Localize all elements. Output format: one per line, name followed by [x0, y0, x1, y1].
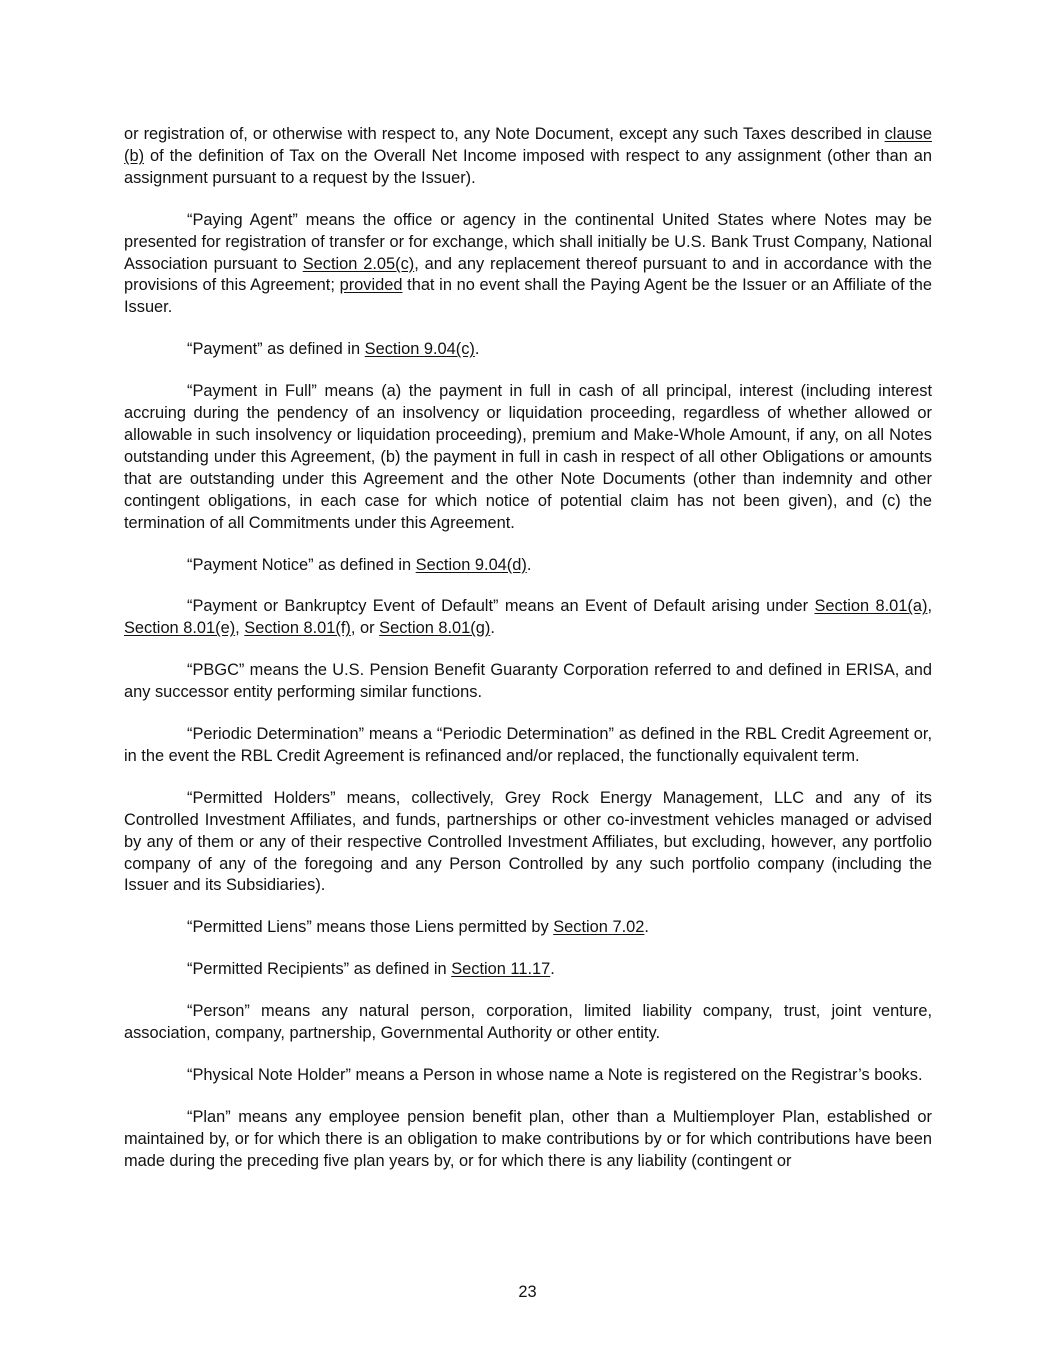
cross-reference: Section 8.01(e) [124, 619, 236, 638]
paragraph-text: . [474, 340, 480, 359]
paragraph-text: “Person” means any natural person, corporation, limited liability company, trust, joint venture, association, company, partnership, Governmental Authority or other entity. [124, 1002, 932, 1043]
definition-paragraph-pbgc [124, 660, 932, 704]
definition-paragraph-continuation [124, 124, 932, 190]
definition-paragraph-payment-notice [124, 555, 932, 577]
paragraph-text: “Periodic Determination” means a “Periodic Determination” as defined in the RBL Credit Agreement or, in the event the RBL Credit Agreement is refinanced and/or replaced, the functionally equivalent term. [124, 725, 932, 765]
definition-paragraph-physical-note-holder [124, 1065, 932, 1087]
definition-paragraph-permitted-recipients [124, 959, 932, 981]
cross-reference: Section 8.01(a) [814, 597, 928, 616]
cross-reference: Section 9.04(d) [415, 555, 527, 574]
paragraph-text: . [526, 555, 532, 574]
definition-paragraph-permitted-liens [124, 917, 932, 939]
paragraph-text: . [490, 619, 495, 638]
definition-paragraph-permitted-holders [124, 788, 932, 898]
paragraph-text: “Permitted Recipients” as defined in [187, 960, 452, 979]
paragraph-text: , [927, 597, 932, 616]
cross-reference: Section 8.01(g) [379, 619, 491, 638]
definition-paragraph-payment-or-bankruptcy [124, 596, 932, 640]
definition-paragraph-plan [124, 1107, 932, 1173]
paragraph-text: “Physical Note Holder” means a Person in whose name a Note is registered on the Registrar’s books. [187, 1066, 923, 1084]
cross-reference: provided [339, 276, 403, 295]
cross-reference: Section 8.01(f) [244, 619, 351, 638]
paragraph-text: “Payment” as defined in [187, 340, 365, 359]
paragraph-text: , or [350, 619, 380, 638]
paragraph-text: , and any replacement thereof pursuant to and in accordance with the provisions of this Agreement; [124, 254, 932, 295]
cross-reference: Section 11.17 [451, 960, 551, 979]
definition-paragraph-periodic-determination [124, 724, 932, 768]
definition-paragraph-payment [124, 339, 932, 361]
paragraph-text: “PBGC” means the U.S. Pension Benefit Guaranty Corporation referred to and defined in ERISA, and any successor entity performing similar functions. [124, 661, 932, 702]
paragraph-text: , [235, 619, 245, 638]
definition-paragraph-payment-in-full [124, 381, 932, 534]
paragraph-text: “Payment or Bankruptcy Event of Default” means an Event of Default arising under [187, 597, 815, 616]
definition-paragraph-person [124, 1001, 932, 1045]
paragraph-text: . [550, 960, 555, 979]
cross-reference: Section 9.04(c) [364, 340, 475, 359]
paragraph-text: “Payment Notice” as defined in [187, 555, 416, 574]
paragraph-text: “Permitted Holders” means, collectively, Grey Rock Energy Management, LLC and any of its Controlled Investment Affiliates, and funds, partnerships or other co-investment vehicles managed or advised by any of them or any of their respective Controlled Investment Affiliates, but excluding, however, any portfolio company of any of the foregoing and any Person Controlled by any such portfolio company (including the Issuer and its Subsidiaries). [124, 788, 932, 895]
paragraph-text: of the definition of Tax on the Overall Net Income imposed with respect to any assignment (other than an assignment pursuant to a request by the Issuer). [124, 146, 932, 187]
paragraph-text: that in no event shall the Paying Agent be the Issuer or an Affiliate of the Issuer. [124, 276, 932, 317]
document-page [124, 124, 932, 1193]
paragraph-text: “Permitted Liens” means those Liens permitted by [187, 918, 554, 937]
cross-reference: Section 7.02 [553, 918, 645, 937]
cross-reference: Section 2.05(c) [302, 254, 415, 273]
definition-paragraph-paying-agent [124, 210, 932, 320]
paragraph-text: “Plan” means any employee pension benefit plan, other than a Multiemployer Plan, established or maintained by, or for which there is an obligation to make contributions by or for which contributions have been made during the preceding five plan years by, or for which there is any liability (contingent or [124, 1107, 932, 1170]
cross-reference: clause (b) [124, 125, 932, 165]
paragraph-text: “Paying Agent” means the office or agency in the continental United States where Notes may be presented for registration of transfer or for exchange, which shall initially be U.S. Bank Trust Company, National Association pursuant to [124, 210, 932, 273]
page-number: 23 [518, 1283, 537, 1301]
paragraph-text: or registration of, or otherwise with respect to, any Note Document, except any such Taxes described in [124, 125, 885, 143]
paragraph-text: “Payment in Full” means (a) the payment in full in cash of all principal, interest (including interest accruing during the pendency of an insolvency or liquidation proceeding, regardless of whether allowed or allowable in such insolvency or liquidation proceeding), premium and Make-Whole Amount, if any, on all Notes outstanding under this Agreement, (b) the payment in full in cash in respect of all other Obligations or amounts that are outstanding under this Agreement and the other Note Documents (other than indemnity and other contingent obligations, in each case for which notice of potential claim has not been given), and (c) the termination of all Commitments under this Agreement. [124, 382, 932, 532]
paragraph-text: . [644, 918, 649, 937]
